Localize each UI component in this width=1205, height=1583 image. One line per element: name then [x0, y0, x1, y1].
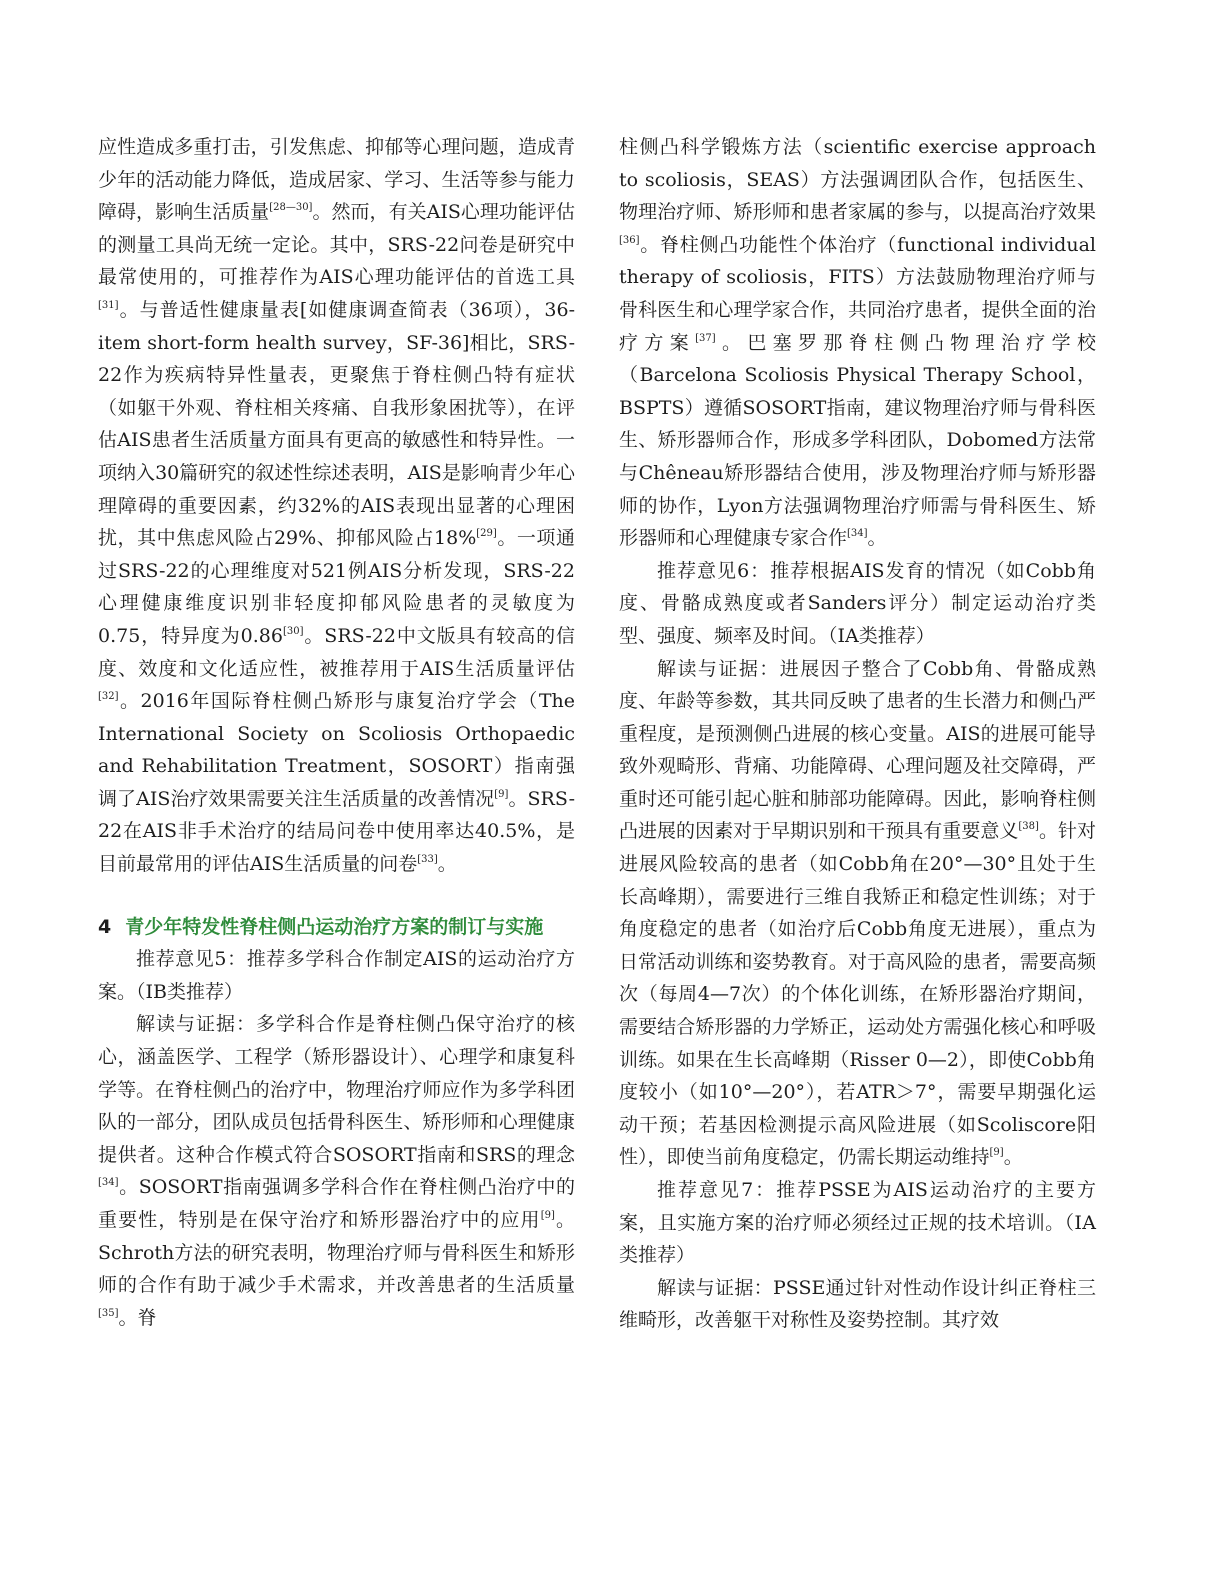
- citation: [31]: [98, 299, 119, 311]
- text-run: 。: [867, 527, 887, 550]
- text-run: 。SRS-22在AIS非手术治疗的结局问卷中使用率达40.5%，是目前最常用的评估AIS生活质量的问卷: [98, 787, 575, 876]
- section-heading: [98, 911, 575, 944]
- citation: [9]: [540, 1210, 555, 1221]
- citation: [33]: [417, 854, 438, 866]
- paragraph-psse-evidence: 解读与证据：PSSE通过针对性动作设计纠正脊柱三维畸形，改善躯干对称性及姿势控制。其疗效: [619, 1276, 1096, 1332]
- citation: [34]: [847, 528, 868, 540]
- citation: [30]: [282, 625, 304, 637]
- text-run: 解读与证据：多学科合作是脊柱侧凸保守治疗的核心，涵盖医学、工程学（矫形器设计）、心理学和康复科学等。在脊柱侧凸的治疗中，物理治疗师应作为多学科团队的一部分，团队成员包括骨科医生、矫形师和心理健康提供者。这种合作模式符合SOSORT指南和SRS的理念: [98, 1013, 575, 1166]
- section-number: 4: [98, 915, 112, 938]
- left-column: [98, 131, 575, 1334]
- citation: [35]: [98, 1307, 119, 1319]
- recommendation-6: 推荐意见6：推荐根据AIS发育的情况（如Cobb角度、骨骼成熟度或者Sanders评分）制定运动治疗类型、强度、频率及时间。（ⅠA类推荐）: [619, 559, 1096, 647]
- recommendation-5: 推荐意见5：推荐多学科合作制定AIS的运动治疗方案。（ⅠB类推荐）: [98, 948, 575, 1003]
- paragraph-progression-factors: [619, 653, 1096, 1175]
- text-run: 。: [437, 853, 457, 876]
- text-run: 。然而，有关AIS心理功能评估的测量工具尚无统一定论。其中，SRS-22问卷是研究中最常使用的，可推荐作为AIS心理功能评估的首选工具: [98, 201, 575, 289]
- citation: [34]: [98, 1177, 119, 1189]
- paragraph-methods-teamwork: [619, 131, 1096, 555]
- citation: [9]: [494, 788, 509, 800]
- citation: [38]: [1018, 821, 1039, 833]
- paragraph-multidisciplinary: [98, 1008, 575, 1334]
- text-run: 。脊柱侧凸功能性个体治疗（functional individual therapy of scoliosis，FITS）方法鼓励物理治疗师与骨科医生和心理学家合作，共同治疗患者，提供全面的治疗方案: [619, 233, 1096, 354]
- text-run: 解读与证据：进展因子整合了Cobb角、骨骼成熟度、年龄等参数，其共同反映了患者的生长潜力和侧凸严重程度，是预测侧凸进展的核心变量。AIS的进展可能导致外观畸形、背痛、功能障碍、心理问题及社交障碍，严重时还可能引起心脏和肺部功能障碍。因此，影响脊柱侧凸进展的因素对于早期识别和干预具有重要意义: [619, 657, 1096, 843]
- citation: [37]: [695, 332, 716, 344]
- text-run: 。脊: [118, 1306, 157, 1329]
- text-run: 。巴塞罗那脊柱侧凸物理治疗学校（Barcelona Scoliosis Physical Therapy School，BSPTS）遵循SOSORT指南，建议物理治疗师与骨科医生、矫形器师合作，形成多学科团队，Dobomed方法常与Chêneau矫形器结合使用，涉及物理治疗师与矫形器师的协作，Lyon方法强调物理治疗师需与骨科医生、矫形器师和心理健康专家合作: [619, 331, 1096, 550]
- text-run: 应性造成多重打击，引发焦虑、抑郁等心理问题，造成青少年的活动能力降低，造成居家、学习、生活等参与能力障碍，影响生活质量: [98, 136, 575, 224]
- citation: [28—30]: [269, 202, 313, 214]
- text-run: 。Schroth方法的研究表明，物理治疗师与骨科医生和矫形师的合作有助于减少手术需求，并改善患者的生活质量: [98, 1209, 575, 1297]
- citation: [32]: [98, 691, 119, 703]
- text-run: 。与普适性健康量表[如健康调查简表（36项），36-item short-form health survey，SF-36]相比，SRS-22作为疾病特异性量表，更聚焦于脊柱侧凸特有症状（如躯干外观、脊柱相关疼痛、自我形象困扰等），在评估AIS患者生活质量方面具有更高的敏感性和特异性。一项纳入30篇研究的叙述性综述表明，AIS是影响青少年心理障碍的重要因素，约32%的AIS表现出显著的心理困扰，其中焦虑风险占29%、抑郁风险占18%: [98, 298, 575, 550]
- citation: [36]: [619, 234, 640, 246]
- text-run: 柱侧凸科学锻炼方法（scientific exercise approach to scoliosis，SEAS）方法强调团队合作，包括医生、物理治疗师、矫形师和患者家属的参与，以提高治疗效果: [619, 136, 1096, 224]
- text-run: 。2016年国际脊柱侧凸矫形与康复治疗学会（The International Society on Scoliosis Orthopaedic and Rehabilitation Treatment，SOSORT）指南强调了AIS治疗效果需要关注生活质量的改善情况: [98, 690, 575, 810]
- section-title: 青少年特发性脊柱侧凸运动治疗方案的制订与实施: [125, 915, 544, 938]
- text-run: 。SRS-22中文版具有较高的信度、效度和文化适应性，被推荐用于AIS生活质量评估: [98, 624, 575, 680]
- citation: [9]: [989, 1147, 1004, 1159]
- paragraph-srs22-psychology: [98, 131, 575, 881]
- text-run: 。SOSORT指南强调多学科合作在脊柱侧凸治疗中的重要性，特别是在保守治疗和矫形器治疗中的应用: [98, 1176, 575, 1231]
- recommendation-7: 推荐意见7：推荐PSSE为AIS运动治疗的主要方案，且实施方案的治疗师必须经过正规的技术培训。（ⅠA类推荐）: [619, 1179, 1096, 1267]
- text-run: 。一项通过SRS-22的心理维度对521例AIS分析发现，SRS-22心理健康维度识别非轻度抑郁风险患者的灵敏度为0.75，特异度为0.86: [98, 527, 575, 647]
- citation: [29]: [476, 528, 497, 540]
- text-run: 。: [1003, 1146, 1023, 1169]
- text-run: 。针对进展风险较高的患者（如Cobb角在20°—30°且处于生长高峰期），需要进行三维自我矫正和稳定性训练；对于角度稳定的患者（如治疗后Cobb角度无进展），重点为日常活动训练和姿势教育。对于高风险的患者，需要高频次（每周4—7次）的个体化训练，在矫形器治疗期间，需要结合矫形器的力学矫正，运动处方需强化核心和呼吸训练。如果在生长高峰期（Risser 0—2），即使Cobb角度较小（如10°—20°），若ATR＞7°，需要早期强化运动干预；若基因检测提示高风险进展（如Scoliscore阳性），即使当前角度稳定，仍需长期运动维持: [619, 820, 1096, 1169]
- right-column: [619, 131, 1096, 1337]
